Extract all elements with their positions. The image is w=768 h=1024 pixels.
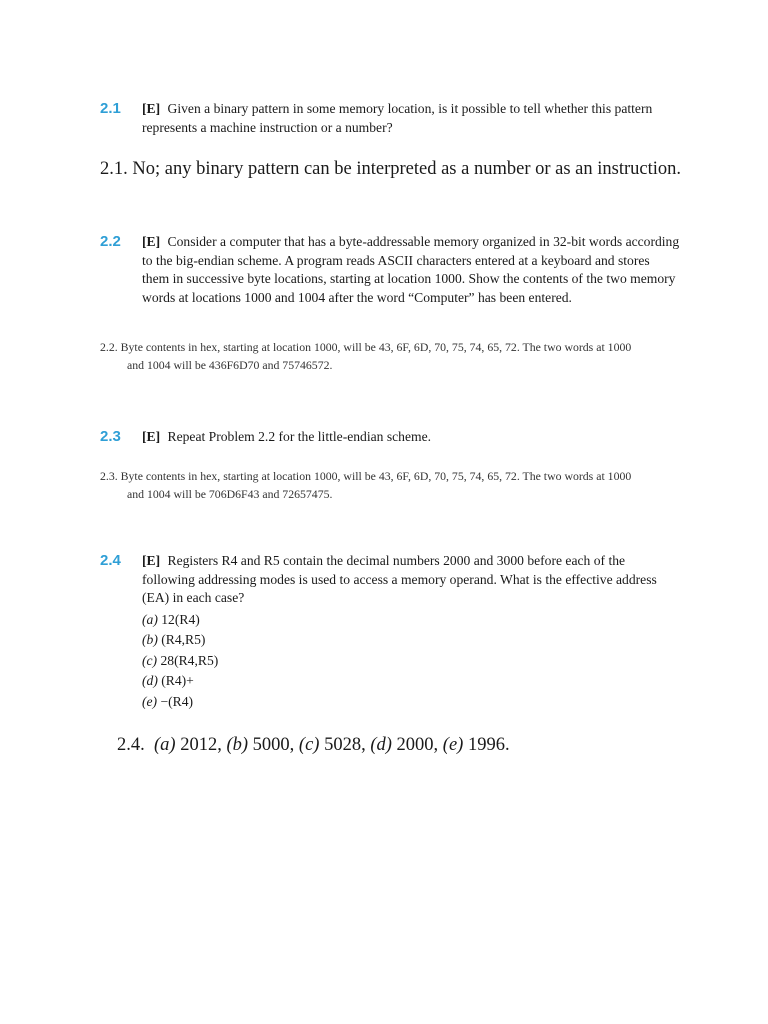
option-label: (c) [142,652,158,668]
problem-text [142,552,680,712]
option-label: (e) [142,693,158,709]
problem-2-3 [100,428,680,447]
problem-2-1 [100,100,680,137]
option-item [142,671,680,692]
answer-value: 1996. [463,735,510,755]
option-item [142,651,680,672]
answer-label: (e) [442,735,464,755]
problem-number: 2.3 [100,428,121,445]
problem-number: 2.4 [100,552,121,569]
problem-2-2 [100,233,680,307]
option-text: 12(R4) [157,611,200,627]
problem-statement: Registers R4 and R5 contain the decimal numbers 2000 and 3000 before each of the following addressing modes is used to access a memory operand. What is the effective address (EA) in each case? [142,553,657,605]
problem-text [142,233,680,307]
answer-2-4 [117,734,510,756]
problem-text [142,100,680,137]
answer-2-1: 2.1. No; any binary pattern can be interpreted as a number or as an instruction. [100,159,682,179]
problem-statement: Given a binary pattern in some memory location, is it possible to tell whether this pattern represents a machine instruction or a number? [142,101,653,135]
answer-prefix: 2.4. [117,735,154,755]
answer-value: 2012, [175,735,227,755]
answer-value: 2000, [391,735,443,755]
answer-value: 5000, [248,735,299,755]
answer-value: 5028, [319,735,371,755]
problem-statement: Consider a computer that has a byte-addressable memory organized in 32-bit words according to the big-endian scheme. A program reads ASCII characters entered at a keyboard and stores them in successive byte locations, starting at location 1000. Show the contents of the two memory words at locations 1000 and 1004 after the word “Computer” has been entered. [142,234,680,305]
option-list [142,610,680,713]
option-text: (R4)+ [157,673,194,688]
option-text: −(R4) [157,693,194,709]
answer-2-3 [100,467,680,503]
problem-statement: Repeat Problem 2.2 for the little-endian scheme. [167,429,432,444]
problem-2-4 [100,552,680,712]
option-text: (R4,R5) [157,632,206,647]
option-item [142,692,680,713]
option-text: 28(R4,R5) [157,652,219,668]
option-label: (b) [142,632,158,647]
difficulty-tag: [E] [142,553,161,568]
answer-label: (d) [370,735,392,755]
answer-line: 2.3. Byte contents in hex, starting at location 1000, will be 43, 6F, 6D, 70, 75, 74, 65, 72. The two words at 1000 [100,469,632,483]
problem-number: 2.2 [100,233,121,250]
answer-label: (a) [154,735,176,755]
difficulty-tag: [E] [142,429,161,444]
option-item [142,610,680,631]
answer-line: 2.2. Byte contents in hex, starting at location 1000, will be 43, 6F, 6D, 70, 75, 74, 65, 72. The two words at 1000 [100,340,632,354]
difficulty-tag: [E] [142,234,161,249]
answer-label: (b) [226,735,249,755]
answer-line: and 1004 will be 706D6F43 and 72657475. [127,487,333,501]
option-label: (d) [142,673,158,688]
answer-label: (c) [298,735,320,755]
difficulty-tag: [E] [142,101,161,116]
answer-line: and 1004 will be 436F6D70 and 75746572. [127,358,333,372]
option-label: (a) [142,611,158,627]
problem-number: 2.1 [100,100,121,117]
option-item [142,630,680,651]
answer-2-2 [100,338,680,374]
problem-text [142,428,680,447]
